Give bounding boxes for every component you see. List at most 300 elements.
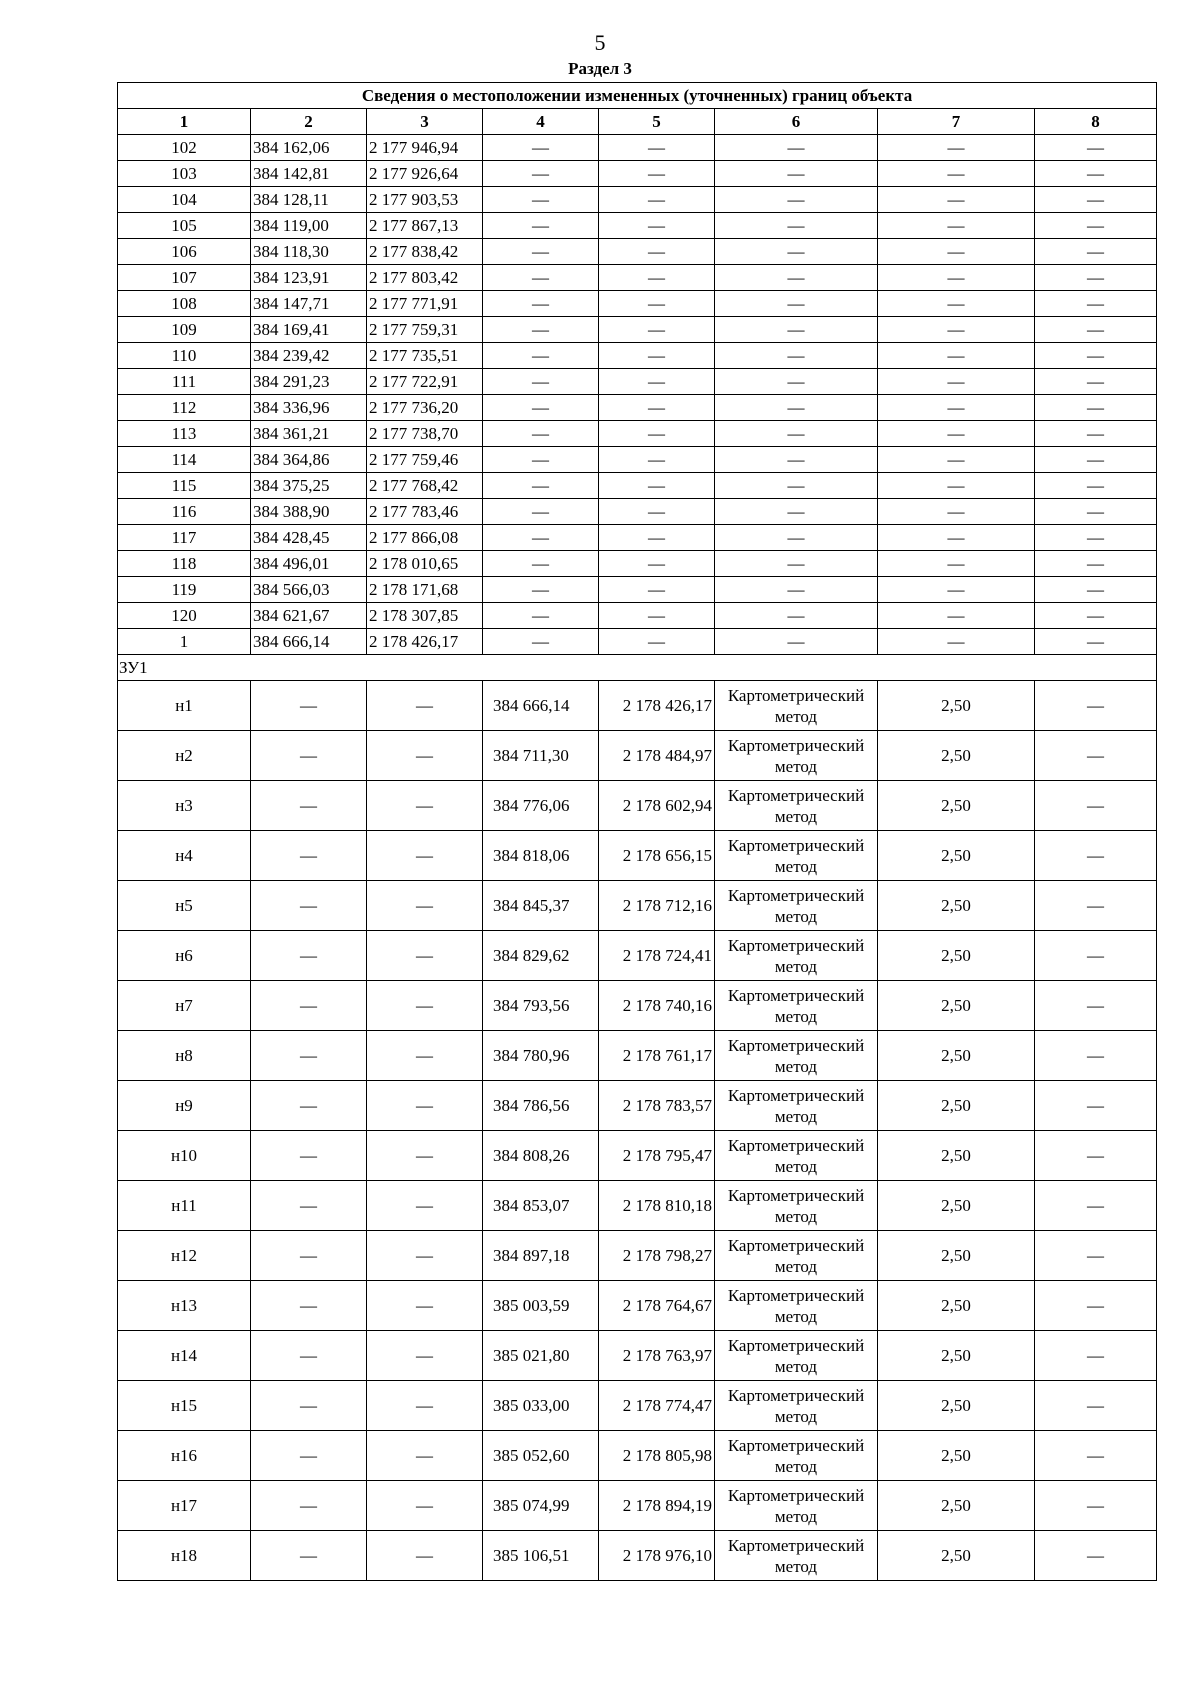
empty-dash-cell: — [599,525,715,551]
x-coordinate-cell: 384 808,26 [483,1131,599,1181]
empty-dash-cell: — [483,161,599,187]
empty-dash-cell: — [1035,681,1157,731]
precision-cell: 2,50 [878,681,1035,731]
empty-dash-cell: — [1035,239,1157,265]
point-number-cell: н7 [118,981,251,1031]
empty-dash-cell: — [483,447,599,473]
x-coordinate-cell: 384 123,91 [251,265,367,291]
column-number: 2 [251,109,367,135]
empty-dash-cell: — [878,239,1035,265]
empty-dash-cell: — [715,187,878,213]
x-coordinate-cell: 384 496,01 [251,551,367,577]
point-number-cell: н13 [118,1281,251,1331]
empty-dash-cell: — [1035,265,1157,291]
x-coordinate-cell: 384 118,30 [251,239,367,265]
empty-dash-cell: — [599,447,715,473]
table-row [118,629,1157,655]
precision-cell: 2,50 [878,931,1035,981]
y-coordinate-cell: 2 178 774,47 [599,1381,715,1431]
empty-dash-cell: — [251,1281,367,1331]
precision-cell: 2,50 [878,781,1035,831]
empty-dash-cell: — [878,395,1035,421]
empty-dash-cell: — [1035,831,1157,881]
point-number-cell: н15 [118,1381,251,1431]
column-number: 5 [599,109,715,135]
empty-dash-cell: — [251,1331,367,1381]
empty-dash-cell: — [1035,187,1157,213]
empty-dash-cell: — [367,1181,483,1231]
empty-dash-cell: — [483,187,599,213]
empty-dash-cell: — [715,577,878,603]
point-number-cell: н2 [118,731,251,781]
x-coordinate-cell: 384 711,30 [483,731,599,781]
precision-cell: 2,50 [878,1481,1035,1531]
empty-dash-cell: — [251,1181,367,1231]
table-row [118,831,1157,881]
empty-dash-cell: — [878,603,1035,629]
empty-dash-cell: — [599,213,715,239]
empty-dash-cell: — [1035,1031,1157,1081]
precision-cell: 2,50 [878,1331,1035,1381]
method-cell: Картометрический метод [715,1431,878,1481]
method-cell: Картометрический метод [715,1181,878,1231]
point-number-cell: н18 [118,1531,251,1581]
empty-dash-cell: — [1035,395,1157,421]
method-cell: Картометрический метод [715,1381,878,1431]
empty-dash-cell: — [878,161,1035,187]
table-row [118,187,1157,213]
empty-dash-cell: — [483,421,599,447]
point-number-cell: 118 [118,551,251,577]
table-row [118,395,1157,421]
empty-dash-cell: — [367,881,483,931]
empty-dash-cell: — [878,421,1035,447]
point-number-cell: 107 [118,265,251,291]
method-cell: Картометрический метод [715,1531,878,1581]
empty-dash-cell: — [367,781,483,831]
empty-dash-cell: — [251,731,367,781]
point-number-cell: 119 [118,577,251,603]
empty-dash-cell: — [599,187,715,213]
empty-dash-cell: — [878,473,1035,499]
method-cell: Картометрический метод [715,831,878,881]
empty-dash-cell: — [1035,1431,1157,1481]
empty-dash-cell: — [878,265,1035,291]
empty-dash-cell: — [483,603,599,629]
method-cell: Картометрический метод [715,1281,878,1331]
table-row [118,525,1157,551]
empty-dash-cell: — [878,135,1035,161]
point-number-cell: н8 [118,1031,251,1081]
precision-cell: 2,50 [878,1231,1035,1281]
empty-dash-cell: — [1035,577,1157,603]
empty-dash-cell: — [483,317,599,343]
empty-dash-cell: — [251,931,367,981]
table-row [118,473,1157,499]
x-coordinate-cell: 384 853,07 [483,1181,599,1231]
point-number-cell: н3 [118,781,251,831]
empty-dash-cell: — [367,681,483,731]
y-coordinate-cell: 2 177 866,08 [367,525,483,551]
empty-dash-cell: — [1035,161,1157,187]
point-number-cell: 103 [118,161,251,187]
y-coordinate-cell: 2 178 307,85 [367,603,483,629]
point-number-cell: н5 [118,881,251,931]
empty-dash-cell: — [251,1131,367,1181]
x-coordinate-cell: 384 364,86 [251,447,367,473]
y-coordinate-cell: 2 178 602,94 [599,781,715,831]
empty-dash-cell: — [367,1081,483,1131]
empty-dash-cell: — [1035,931,1157,981]
table-row [118,1081,1157,1131]
table-row [118,421,1157,447]
column-numbers-row [118,109,1157,135]
y-coordinate-cell: 2 177 735,51 [367,343,483,369]
empty-dash-cell: — [483,525,599,551]
point-number-cell: 105 [118,213,251,239]
x-coordinate-cell: 385 003,59 [483,1281,599,1331]
precision-cell: 2,50 [878,1081,1035,1131]
empty-dash-cell: — [715,421,878,447]
y-coordinate-cell: 2 178 740,16 [599,981,715,1031]
empty-dash-cell: — [878,577,1035,603]
method-cell: Картометрический метод [715,881,878,931]
y-coordinate-cell: 2 178 810,18 [599,1181,715,1231]
table-row [118,1181,1157,1231]
y-coordinate-cell: 2 178 805,98 [599,1431,715,1481]
point-number-cell: н12 [118,1231,251,1281]
x-coordinate-cell: 384 169,41 [251,317,367,343]
point-number-cell: н9 [118,1081,251,1131]
precision-cell: 2,50 [878,1531,1035,1581]
point-number-cell: 116 [118,499,251,525]
empty-dash-cell: — [367,1231,483,1281]
y-coordinate-cell: 2 178 010,65 [367,551,483,577]
y-coordinate-cell: 2 178 976,10 [599,1531,715,1581]
column-number: 4 [483,109,599,135]
method-cell: Картометрический метод [715,1131,878,1181]
table-row [118,265,1157,291]
section-title: Раздел 3 [568,59,632,78]
x-coordinate-cell: 384 829,62 [483,931,599,981]
point-number-cell: 112 [118,395,251,421]
empty-dash-cell: — [1035,317,1157,343]
empty-dash-cell: — [715,161,878,187]
x-coordinate-cell: 384 291,23 [251,369,367,395]
empty-dash-cell: — [483,239,599,265]
empty-dash-cell: — [1035,421,1157,447]
empty-dash-cell: — [715,265,878,291]
point-number-cell: 117 [118,525,251,551]
x-coordinate-cell: 384 780,96 [483,1031,599,1081]
x-coordinate-cell: 384 818,06 [483,831,599,881]
empty-dash-cell: — [599,343,715,369]
table-row [118,213,1157,239]
x-coordinate-cell: 385 074,99 [483,1481,599,1531]
column-number: 6 [715,109,878,135]
precision-cell: 2,50 [878,981,1035,1031]
empty-dash-cell: — [1035,499,1157,525]
table-row [118,1131,1157,1181]
column-number: 1 [118,109,251,135]
method-cell: Картометрический метод [715,1081,878,1131]
table-row [118,1431,1157,1481]
y-coordinate-cell: 2 177 903,53 [367,187,483,213]
y-coordinate-cell: 2 178 426,17 [599,681,715,731]
empty-dash-cell: — [715,135,878,161]
empty-dash-cell: — [251,1031,367,1081]
precision-cell: 2,50 [878,881,1035,931]
empty-dash-cell: — [367,1381,483,1431]
y-coordinate-cell: 2 178 712,16 [599,881,715,931]
table-row [118,931,1157,981]
empty-dash-cell: — [251,1481,367,1531]
table-row [118,1031,1157,1081]
group-row [118,655,1157,681]
table-row [118,291,1157,317]
x-coordinate-cell: 385 021,80 [483,1331,599,1381]
empty-dash-cell: — [599,551,715,577]
empty-dash-cell: — [483,629,599,655]
point-number-cell: 109 [118,317,251,343]
empty-dash-cell: — [715,291,878,317]
empty-dash-cell: — [483,291,599,317]
empty-dash-cell: — [1035,1481,1157,1531]
point-number-cell: 111 [118,369,251,395]
point-number-cell: н11 [118,1181,251,1231]
empty-dash-cell: — [715,629,878,655]
table-row [118,1231,1157,1281]
empty-dash-cell: — [367,1531,483,1581]
point-number-cell: н14 [118,1331,251,1381]
x-coordinate-cell: 384 128,11 [251,187,367,213]
method-cell: Картометрический метод [715,781,878,831]
x-coordinate-cell: 384 375,25 [251,473,367,499]
empty-dash-cell: — [599,473,715,499]
empty-dash-cell: — [715,239,878,265]
x-coordinate-cell: 384 666,14 [251,629,367,655]
empty-dash-cell: — [715,369,878,395]
point-number-cell: н1 [118,681,251,731]
point-number-cell: н17 [118,1481,251,1531]
empty-dash-cell: — [1035,1231,1157,1281]
empty-dash-cell: — [599,499,715,525]
point-number-cell: 113 [118,421,251,447]
precision-cell: 2,50 [878,1381,1035,1431]
empty-dash-cell: — [367,1131,483,1181]
empty-dash-cell: — [1035,1281,1157,1331]
empty-dash-cell: — [367,1331,483,1381]
x-coordinate-cell: 384 793,56 [483,981,599,1031]
group-label: ЗУ1 [118,655,1157,681]
empty-dash-cell: — [1035,525,1157,551]
empty-dash-cell: — [1035,1331,1157,1381]
empty-dash-cell: — [599,395,715,421]
point-number-cell: 106 [118,239,251,265]
point-number-cell: 1 [118,629,251,655]
empty-dash-cell: — [251,1431,367,1481]
empty-dash-cell: — [715,499,878,525]
empty-dash-cell: — [1035,213,1157,239]
empty-dash-cell: — [599,239,715,265]
empty-dash-cell: — [483,395,599,421]
table-row [118,881,1157,931]
table-row [118,981,1157,1031]
empty-dash-cell: — [367,1431,483,1481]
y-coordinate-cell: 2 178 894,19 [599,1481,715,1531]
empty-dash-cell: — [1035,603,1157,629]
empty-dash-cell: — [599,265,715,291]
y-coordinate-cell: 2 178 171,68 [367,577,483,603]
table-row [118,317,1157,343]
x-coordinate-cell: 384 786,56 [483,1081,599,1131]
empty-dash-cell: — [715,551,878,577]
empty-dash-cell: — [715,395,878,421]
empty-dash-cell: — [251,1381,367,1431]
empty-dash-cell: — [715,213,878,239]
point-number-cell: н4 [118,831,251,881]
empty-dash-cell: — [599,135,715,161]
method-cell: Картометрический метод [715,1031,878,1081]
x-coordinate-cell: 384 897,18 [483,1231,599,1281]
point-number-cell: 104 [118,187,251,213]
y-coordinate-cell: 2 178 783,57 [599,1081,715,1131]
empty-dash-cell: — [483,369,599,395]
point-number-cell: 120 [118,603,251,629]
y-coordinate-cell: 2 178 795,47 [599,1131,715,1181]
y-coordinate-cell: 2 177 722,91 [367,369,483,395]
x-coordinate-cell: 384 666,14 [483,681,599,731]
empty-dash-cell: — [878,317,1035,343]
empty-dash-cell: — [483,551,599,577]
x-coordinate-cell: 384 388,90 [251,499,367,525]
precision-cell: 2,50 [878,831,1035,881]
y-coordinate-cell: 2 177 736,20 [367,395,483,421]
precision-cell: 2,50 [878,1281,1035,1331]
empty-dash-cell: — [878,551,1035,577]
empty-dash-cell: — [483,213,599,239]
empty-dash-cell: — [483,577,599,603]
empty-dash-cell: — [878,343,1035,369]
empty-dash-cell: — [1035,731,1157,781]
empty-dash-cell: — [483,265,599,291]
precision-cell: 2,50 [878,1431,1035,1481]
y-coordinate-cell: 2 177 803,42 [367,265,483,291]
x-coordinate-cell: 385 033,00 [483,1381,599,1431]
empty-dash-cell: — [367,931,483,981]
empty-dash-cell: — [878,213,1035,239]
table-row [118,1281,1157,1331]
empty-dash-cell: — [251,981,367,1031]
empty-dash-cell: — [367,1031,483,1081]
table-row [118,239,1157,265]
y-coordinate-cell: 2 178 764,67 [599,1281,715,1331]
empty-dash-cell: — [1035,1081,1157,1131]
empty-dash-cell: — [715,317,878,343]
empty-dash-cell: — [878,525,1035,551]
y-coordinate-cell: 2 177 771,91 [367,291,483,317]
x-coordinate-cell: 385 106,51 [483,1531,599,1581]
empty-dash-cell: — [251,881,367,931]
table-caption: Сведения о местоположении измененных (уточненных) границ объекта [118,83,1157,109]
column-number: 8 [1035,109,1157,135]
empty-dash-cell: — [251,1081,367,1131]
table-row [118,499,1157,525]
empty-dash-cell: — [367,1281,483,1331]
empty-dash-cell: — [1035,551,1157,577]
precision-cell: 2,50 [878,731,1035,781]
table-row [118,1531,1157,1581]
column-number: 3 [367,109,483,135]
empty-dash-cell: — [483,343,599,369]
x-coordinate-cell: 384 336,96 [251,395,367,421]
precision-cell: 2,50 [878,1131,1035,1181]
empty-dash-cell: — [1035,1181,1157,1231]
empty-dash-cell: — [1035,369,1157,395]
empty-dash-cell: — [599,161,715,187]
y-coordinate-cell: 2 177 759,31 [367,317,483,343]
empty-dash-cell: — [251,1531,367,1581]
empty-dash-cell: — [483,135,599,161]
table-row [118,369,1157,395]
empty-dash-cell: — [367,981,483,1031]
empty-dash-cell: — [878,629,1035,655]
empty-dash-cell: — [599,603,715,629]
empty-dash-cell: — [1035,629,1157,655]
point-number-cell: 110 [118,343,251,369]
table-row [118,681,1157,731]
table-row [118,343,1157,369]
empty-dash-cell: — [1035,981,1157,1031]
point-number-cell: 108 [118,291,251,317]
table-row [118,577,1157,603]
y-coordinate-cell: 2 178 484,97 [599,731,715,781]
empty-dash-cell: — [367,1481,483,1531]
x-coordinate-cell: 384 239,42 [251,343,367,369]
point-number-cell: н10 [118,1131,251,1181]
point-number-cell: 115 [118,473,251,499]
empty-dash-cell: — [599,317,715,343]
method-cell: Картометрический метод [715,1331,878,1381]
empty-dash-cell: — [483,473,599,499]
y-coordinate-cell: 2 177 946,94 [367,135,483,161]
method-cell: Картометрический метод [715,981,878,1031]
empty-dash-cell: — [251,831,367,881]
method-cell: Картометрический метод [715,1481,878,1531]
empty-dash-cell: — [1035,1531,1157,1581]
empty-dash-cell: — [251,681,367,731]
empty-dash-cell: — [251,1231,367,1281]
empty-dash-cell: — [1035,473,1157,499]
empty-dash-cell: — [715,525,878,551]
y-coordinate-cell: 2 178 426,17 [367,629,483,655]
empty-dash-cell: — [599,421,715,447]
empty-dash-cell: — [599,369,715,395]
empty-dash-cell: — [1035,291,1157,317]
method-cell: Картометрический метод [715,681,878,731]
method-cell: Картометрический метод [715,1231,878,1281]
table-row [118,447,1157,473]
table-row [118,135,1157,161]
table-row [118,1331,1157,1381]
y-coordinate-cell: 2 177 867,13 [367,213,483,239]
x-coordinate-cell: 384 119,00 [251,213,367,239]
precision-cell: 2,50 [878,1181,1035,1231]
y-coordinate-cell: 2 177 838,42 [367,239,483,265]
point-number-cell: н6 [118,931,251,981]
empty-dash-cell: — [878,447,1035,473]
x-coordinate-cell: 384 428,45 [251,525,367,551]
